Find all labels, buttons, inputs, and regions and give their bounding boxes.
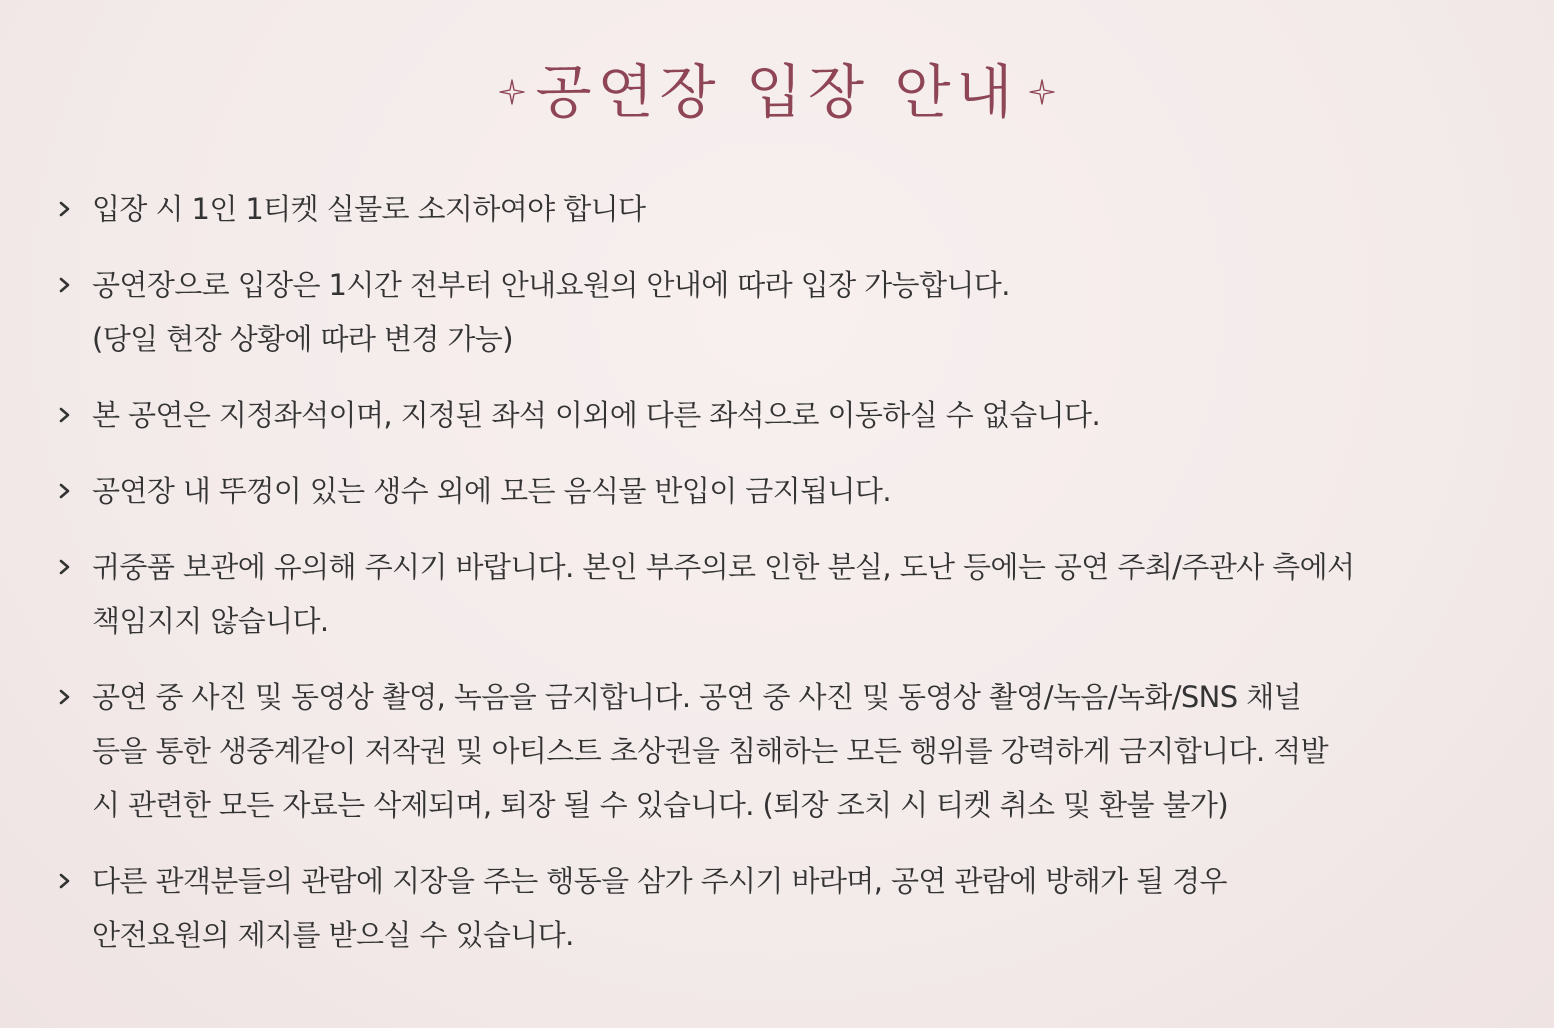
notice-text: 공연 중 사진 및 동영상 촬영, 녹음을 금지합니다. 공연 중 사진 및 동영상 촬영/녹음/녹화/SNS 채널 등을 통한 생중계같이 저작권 및 아티스트 초상권을 침해하는 모든 행위를 강력하게 금지합니다. 적발 시 관련한 모든 자료는 삭제되며, 퇴장 될 수 있습니다. (퇴장 조치 시 티켓 취소 및 환불 불가) <box>92 680 1329 822</box>
chevron-right-icon <box>58 258 92 312</box>
page-title: 공연장 입장 안내 <box>535 58 1019 126</box>
notice-text: 공연장 내 뚜껑이 있는 생수 외에 모든 음식물 반입이 금지됩니다. <box>92 474 891 508</box>
list-item <box>58 182 1508 236</box>
notice-text: 귀중품 보관에 유의해 주시기 바랍니다. 본인 부주의로 인한 분실, 도난 등에는 공연 주최/주관사 측에서 책임지지 않습니다. <box>92 550 1355 638</box>
notice-text: 다른 관객분들의 관람에 지장을 주는 행동을 삼가 주시기 바라며, 공연 관람에 방해가 될 경우 안전요원의 제지를 받으실 수 있습니다. <box>92 864 1227 952</box>
chevron-right-icon <box>58 182 92 236</box>
title-row <box>0 52 1554 132</box>
notice-text: 공연장으로 입장은 1시간 전부터 안내요원의 안내에 따라 입장 가능합니다. (당일 현장 상황에 따라 변경 가능) <box>92 268 1010 356</box>
chevron-right-icon <box>58 854 92 908</box>
list-item <box>58 540 1508 648</box>
list-item <box>58 854 1508 962</box>
notice-list <box>58 182 1508 984</box>
sparkle-icon <box>1029 79 1055 105</box>
notice-text: 입장 시 1인 1티켓 실물로 소지하여야 합니다 <box>92 192 646 226</box>
notice-text: 본 공연은 지정좌석이며, 지정된 좌석 이외에 다른 좌석으로 이동하실 수 없습니다. <box>92 398 1101 432</box>
list-item <box>58 670 1508 832</box>
list-item <box>58 388 1508 442</box>
chevron-right-icon <box>58 388 92 442</box>
chevron-right-icon <box>58 540 92 594</box>
sparkle-icon <box>499 79 525 105</box>
list-item <box>58 464 1508 518</box>
list-item <box>58 258 1508 366</box>
chevron-right-icon <box>58 464 92 518</box>
chevron-right-icon <box>58 670 92 724</box>
